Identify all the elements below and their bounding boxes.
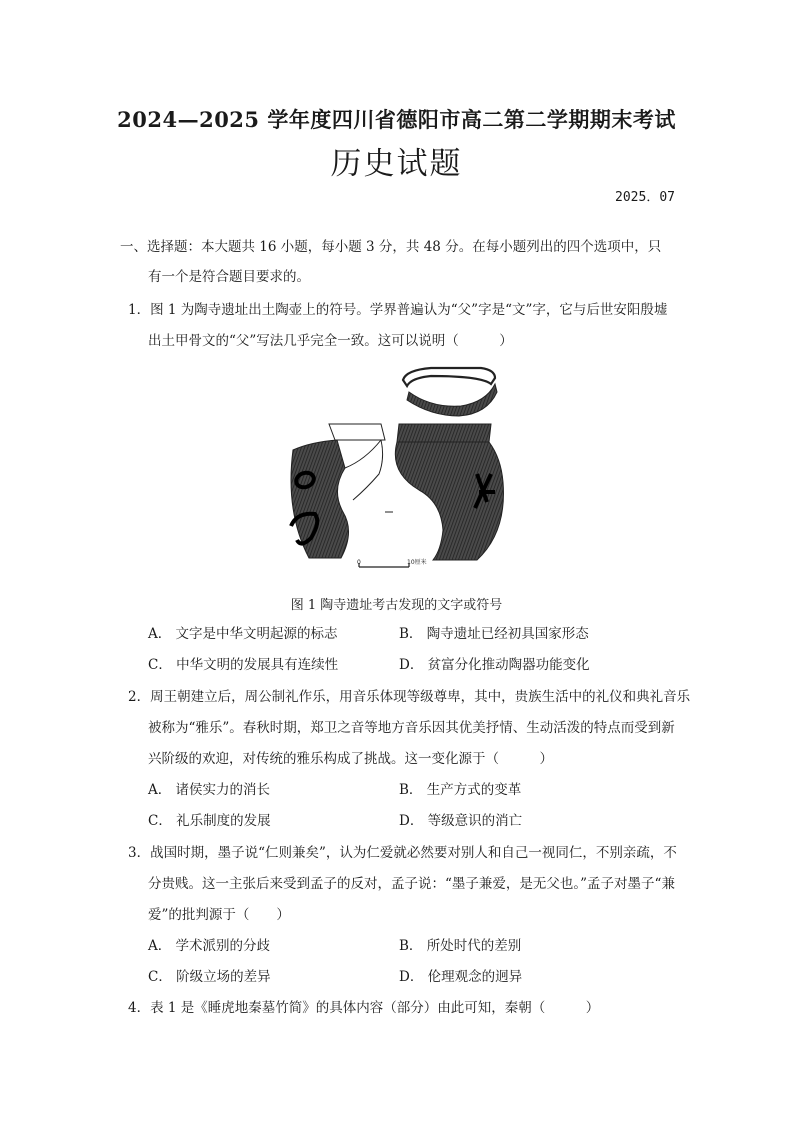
question-3-line-3: 爱”的批判源于（ ） — [148, 907, 290, 923]
question-2-line-3: 兴阶级的欢迎，对传统的雅乐构成了挑战。这一变化源于（ ） — [148, 751, 553, 767]
pottery-illustration — [281, 362, 541, 576]
question-4-line-1: 4．表 1 是《睡虎地秦墓竹简》的具体内容（部分）由此可知，秦朝（ ） — [128, 1000, 600, 1016]
q1-option-c[interactable]: C． 中华文明的发展具有连续性 — [148, 657, 339, 673]
q1-option-d[interactable]: D． 贫富分化推动陶器功能变化 — [399, 657, 590, 673]
exam-title: 2024—2025 学年度四川省德阳市高二第二学期期末考试 — [117, 107, 676, 132]
question-3-line-1: 3．战国时期，墨子说“仁则兼矣”，认为仁爱就必然要对别人和自己一视同仁，不别亲疏，不 — [128, 845, 677, 861]
question-2-line-2: 被称为“雅乐”。春秋时期，郑卫之音等地方音乐因其优美抒情、生动活泼的特点而受到新 — [148, 720, 675, 736]
question-2-line-1: 2．周王朝建立后，周公制礼作乐，用音乐体现等级尊卑，其中，贵族生活中的礼仪和典礼音乐 — [128, 689, 691, 705]
scale-label: 10厘米 — [407, 559, 427, 566]
q3-option-a[interactable]: A． 学术派别的分歧 — [148, 938, 271, 954]
q2-option-b[interactable]: B． 生产方式的变革 — [399, 782, 522, 798]
question-1-line-2: 出土甲骨文的“父”写法几乎完全一致。这可以说明（ ） — [148, 333, 513, 349]
q3-option-c[interactable]: C． 阶级立场的差异 — [148, 969, 271, 985]
q1-option-b[interactable]: B． 陶寺遗址已经初具国家形态 — [399, 626, 589, 642]
figure-1-caption: 图 1 陶寺遗址考古发现的文字或符号 — [290, 598, 503, 613]
q2-option-c[interactable]: C． 礼乐制度的发展 — [148, 813, 271, 829]
scale-zero: 0 — [357, 559, 361, 566]
section-heading-cont: 有一个是符合题目要求的。 — [148, 269, 310, 285]
figure-1-pottery — [281, 362, 541, 576]
question-3-line-2: 分贵贱。这一主张后来受到孟子的反对，孟子说：“墨子兼爱，是无父也。”孟子对墨子“兼 — [148, 876, 675, 892]
q2-option-d[interactable]: D． 等级意识的消亡 — [399, 813, 523, 829]
q1-option-a[interactable]: A． 文字是中华文明起源的标志 — [148, 626, 338, 642]
section-heading: 一、选择题：本大题共 16 小题，每小题 3 分，共 48 分。在每小题列出的四个选项中，只 — [120, 239, 662, 255]
q3-option-b[interactable]: B． 所处时代的差别 — [399, 938, 522, 954]
q3-option-d[interactable]: D． 伦理观念的迥异 — [399, 969, 523, 985]
question-1-line-1: 1．图 1 为陶寺遗址出土陶壶上的符号。学界普遍认为“父”字是“文”字，它与后世安阳殷墟 — [128, 302, 668, 318]
exam-subject: 历史试题 — [330, 146, 463, 182]
exam-date: 2025．07 — [615, 190, 675, 205]
q2-option-a[interactable]: A． 诸侯实力的消长 — [148, 782, 271, 798]
